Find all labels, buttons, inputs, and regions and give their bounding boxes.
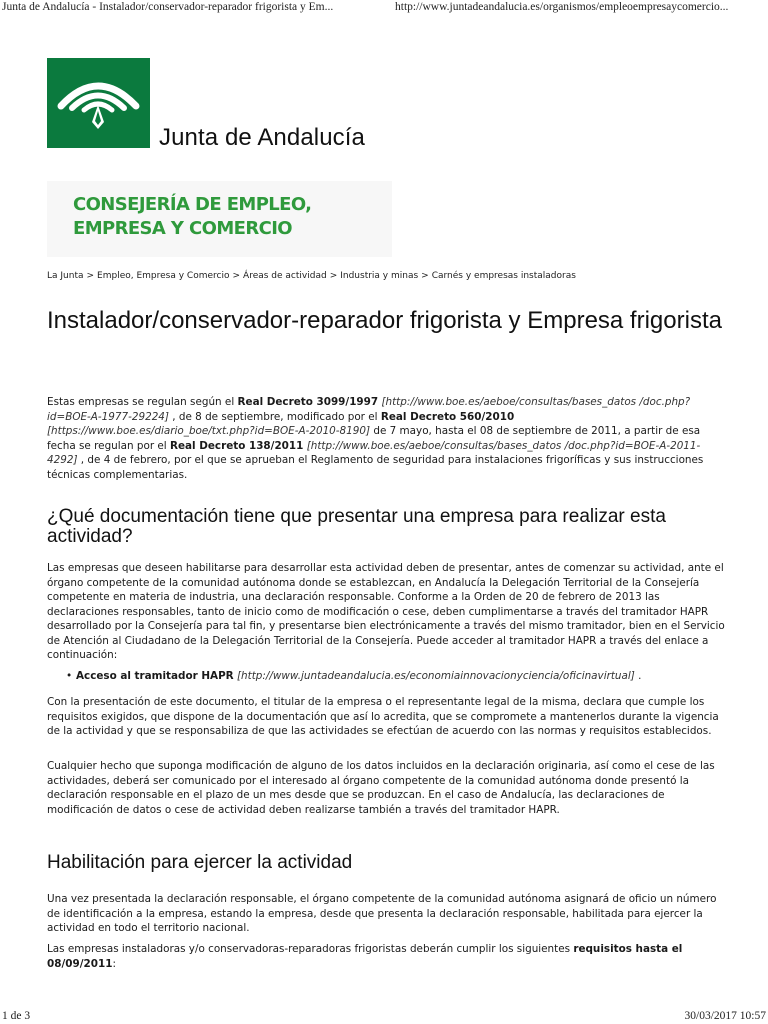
print-header-title: Junta de Andalucía - Instalador/conservador-reparador frigorista y Em...: [2, 1, 334, 13]
breadcrumb-item-la-junta[interactable]: La Junta: [47, 271, 84, 281]
documentacion-paragraph-2: Con la presentación de este documento, el titular de la empresa o el representante legal de la misma, declara que cumple los requisitos exigidos, que dispone de la documentación que así lo acredita, que se compromete a mantenerlos durante la vigencia de la actividad y que se responsabiliza de que las actividades se efectúan de acuerdo con las normas y requisitos establecidos.: [47, 696, 719, 737]
print-header: [0, 0, 768, 16]
breadcrumb-separator: >: [86, 271, 95, 281]
requisitos-bold: requisitos hasta el 08/09/2011: [47, 943, 683, 970]
hapr-access-list-item: • Acceso al tramitador HAPR [http://www.juntadeandalucia.es/economiainnovacionyciencia/oficinavirtual] .: [66, 670, 642, 682]
ministry-line-1: CONSEJERÍA DE EMPLEO,: [73, 194, 312, 215]
breadcrumb-item-areas[interactable]: Áreas de actividad: [243, 271, 327, 281]
documentacion-paragraph-3: Cualquier hecho que suponga modificación de alguno de los datos incluidos en la declaración originaria, así como el cese de las actividades, deberá ser comunicado por el interesado al órgano competente de la comunidad autónoma donde presentó la declaración responsable en el plazo de un mes desde que se produzcan. En el caso de Andalucía, las declaraciones de modificación de datos o cese de actividad deben realizarse también a través del tramitador HAPR.: [47, 760, 715, 816]
boe-link-2010[interactable]: [https://www.boe.es/diario_boe/txt.php?id=BOE-A-2010-8190]: [47, 425, 371, 437]
section-heading-documentacion: ¿Qué documentación tiene que presentar una empresa para realizar esta actividad?: [47, 506, 666, 547]
hapr-access-link[interactable]: Acceso al tramitador HAPR: [76, 670, 234, 682]
habilitacion-paragraph-1: Una vez presentada la declaración responsable, el órgano competente de la comunidad autónoma asignará de oficio un número de identificación a la empresa, estando la empresa, desde que presenta la declaración responsable, habilitada para ejercer la actividad en todo el territorio nacional.: [47, 893, 717, 934]
page-title: Instalador/conservador-reparador frigorista y Empresa frigorista: [47, 307, 722, 334]
habilitacion-paragraph-2: Las empresas instaladoras y/o conservadoras-reparadoras frigoristas deberán cumplir los siguientes requisitos hasta el 08/09/2011:: [47, 943, 683, 970]
brand-name: Junta de Andalucía: [159, 124, 365, 151]
hapr-url-link[interactable]: [http://www.juntadeandalucia.es/economiainnovacionyciencia/oficinavirtual]: [237, 670, 635, 682]
junta-andalucia-emblem-icon: [47, 58, 150, 148]
real-decreto-3099-link[interactable]: Real Decreto 3099/1997: [237, 396, 379, 408]
print-footer: [0, 1008, 768, 1024]
breadcrumb-item-carnes[interactable]: Carnés y empresas instaladoras: [431, 271, 576, 281]
breadcrumb-item-industria[interactable]: Industria y minas: [340, 271, 419, 281]
bullet-dot: •: [66, 670, 73, 682]
boe-link-2011[interactable]: [http://www.boe.es/aeboe/consultas/bases_datos /doc.php?id=BOE-A-2011-4292]: [47, 439, 701, 466]
print-date: 30/03/2017 10:57: [684, 1010, 766, 1022]
intro-paragraph: Estas empresas se regulan según el Real Decreto 3099/1997 [http://www.boe.es/aeboe/consultas/bases_datos /doc.php?id=BOE-A-1977-29224] , de 8 de septiembre, modificado por el Real Decreto 560/2010 [https://www.boe.es/diario_boe/txt.php?id=BOE-A-2010-8190] de 7 mayo, hasta el 08 de septiembre de 2011, a partir de esa fecha se regulan por el Real Decreto 138/2011 [http://www.boe.es/aeboe/consultas/bases_datos /doc.php?id=BOE-A-2011-4292] , de 4 de febrero, por el que se aprueban el Reglamento de seguridad para instalaciones frigoríficas y sus instrucciones técnicas complementarias.: [47, 396, 704, 481]
boe-link-1977[interactable]: [http://www.boe.es/aeboe/consultas/bases_datos /doc.php?id=BOE-A-1977-29224]: [47, 396, 691, 423]
print-page-number: 1 de 3: [2, 1010, 31, 1022]
real-decreto-138-link[interactable]: Real Decreto 138/2011: [170, 439, 304, 452]
breadcrumb-item-empleo[interactable]: Empleo, Empresa y Comercio: [97, 271, 230, 281]
print-header-url: http://www.juntadeandalucia.es/organismos/empleoempresaycomercio...: [395, 1, 729, 13]
breadcrumb-separator: >: [421, 271, 429, 281]
real-decreto-560-link[interactable]: Real Decreto 560/2010: [380, 410, 515, 423]
documentacion-paragraph-1: Las empresas que deseen habilitarse para desarrollar esta actividad deben de presentar, antes de comenzar su actividad, ante el órgano competente de la comunidad autónoma donde se establezcan, en Andalucía la Delegación Territorial de la Consejería competente en materia de industria, una declaración responsable. Conforme a la Orden de 20 de febrero de 2013 las declaraciones responsables, tanto de inicio como de modificación o cese, deben cumplimentarse a través del tramitador HAPR desarrollado por la Consejería para tal fin, y presentarse bien electrónicamente a través del mismo tramitador, bien en el Servicio de Atención al Ciudadano de la Delegación Territorial de la Consejería. Puede acceder al tramitador HAPR a través del enlace a continuación:: [47, 562, 725, 661]
ministry-line-2: EMPRESA Y COMERCIO: [73, 218, 293, 239]
section-heading-habilitacion: Habilitación para ejercer la actividad: [47, 852, 353, 873]
breadcrumb-separator: >: [232, 271, 241, 281]
breadcrumb: [47, 271, 576, 281]
breadcrumb-separator: >: [329, 271, 338, 281]
ministry-banner: [47, 181, 392, 257]
junta-logo[interactable]: [47, 58, 150, 148]
